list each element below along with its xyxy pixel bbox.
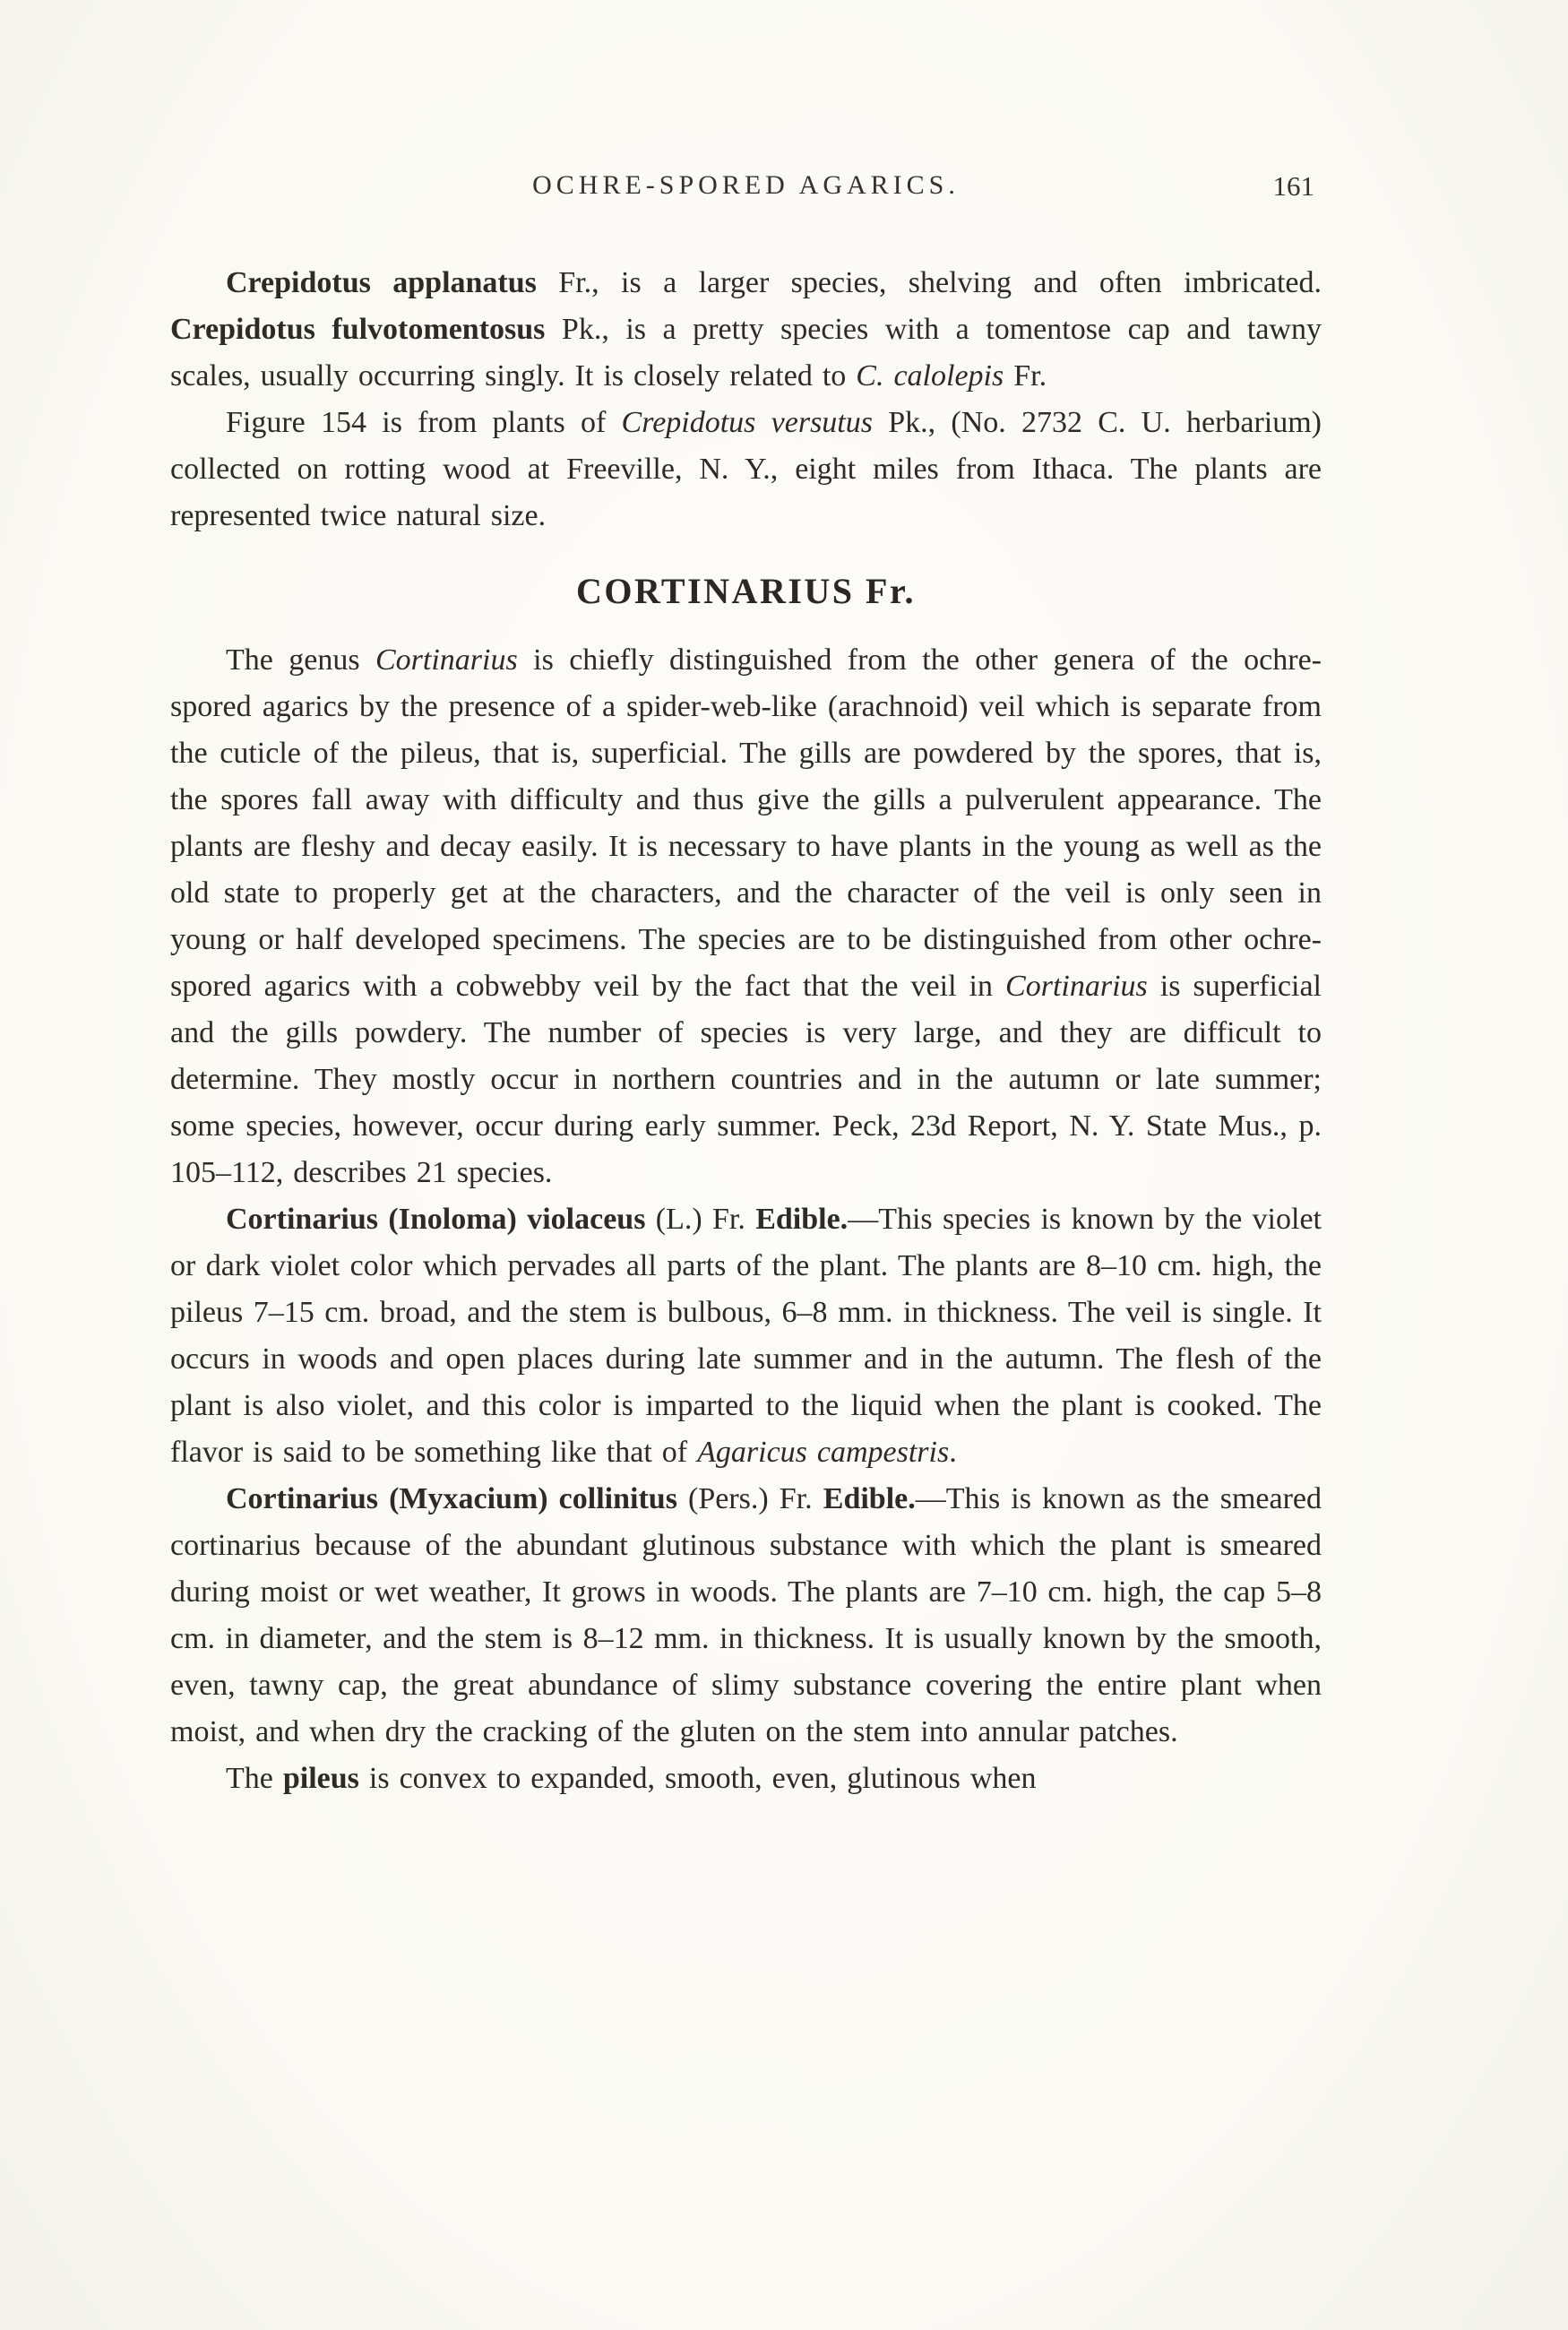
text-segment: Crepidotus versutus [621,406,873,439]
text-segment: is chiefly distinguished from the other genera of the ochre-spored agarics by the presence of a spider-web-like (arachnoid) veil which is separate from the cuticle of the pileus, that is, superficial. The gills are powdered by the spores, that is, the spores fall away with difficulty and thus give the gills a pulverulent appearance. The plants are fleshy and decay easily. It is necessary to have plants in the young as well as the old state to properly get at the characters, and the character of the veil is only seen in young or half developed specimens. The species are to be distinguished from other ochre-spored agarics with a cobwebby veil by the fact that the veil in [170,643,1322,1003]
text-segment: Cortinarius [1005,970,1148,1003]
text-segment: Crepidotus fulvotomentosus [170,313,546,346]
page-number: 161 [1272,170,1314,202]
text-segment: C. calolepis [856,359,1004,393]
page-header [170,170,1322,217]
running-head-title: OCHRE-SPORED AGARICS. [532,170,960,200]
cortinarius-violaceus-paragraph [170,1196,1322,1476]
text-segment: Pk., is a pretty species with a tomentose cap and tawny scales, usually occurring singly. It is closely related to [170,313,1322,393]
cortinarius-genus-paragraph [170,637,1322,1196]
pileus-paragraph [170,1756,1322,1802]
text-segment: Edible. [823,1482,916,1515]
text-segment: (Pers.) Fr. [676,1482,823,1515]
text-segment: Cortinarius (Inoloma) violaceus [226,1203,646,1236]
text-segment: —This species is known by the violet or dark violet color which pervades all parts of the plant. The plants are 8–10 cm. high, the pileus 7–15 cm. broad, and the stem is bulbous, 6–8 mm. in thickness. The veil is single. It occurs in woods and open places during late summer and in the autumn. The flesh of the plant is also violet, and this color is imparted to the liquid when the plant is cooked. The flavor is said to be something like that of [170,1203,1322,1469]
text-segment: Pk., (No. 2732 C. U. herbarium) collected on rotting wood at Freeville, N. Y., eight miles from Ithaca. The plants are represented twice natural size. [170,406,1322,532]
crepidotus-applanatus-paragraph [170,260,1322,400]
text-segment: (L.) Fr. [645,1203,756,1236]
text-segment: Crepidotus applanatus [226,266,537,299]
text-segment: . [949,1436,957,1469]
cortinarius-collinitus-paragraph [170,1476,1322,1756]
text-segment: The genus [226,643,375,677]
text-segment: Cortinarius [375,643,518,677]
text-segment: —This is known as the smeared cortinarius because of the abundant glutinous substance with which the plant is smeared during moist or wet weather, It grows in woods. The plants are 7–10 cm. high, the cap 5–8 cm. in diameter, and the stem is 8–12 mm. in thickness. It is usually known by the smooth, even, tawny cap, the great abundance of slimy substance covering the entire plant when moist, and when dry the cracking of the gluten on the stem into annular patches. [170,1482,1322,1748]
text-segment: Cortinarius (Myxacium) collinitus [226,1482,677,1515]
text-segment: is superficial and the gills powdery. The number of species is very large, and they are difficult to determine. They mostly occur in northern countries and in the autumn or late summer; some species, however, occur during early summer. Peck, 23d Report, N. Y. State Mus., p. 105–112, describes 21 species. [170,970,1322,1189]
text-segment: Fr. [1004,359,1047,393]
text-segment: Figure 154 is from plants of [226,406,622,439]
page-content [170,170,1322,1802]
text-segment: pileus [282,1762,359,1795]
figure-154-paragraph [170,400,1322,539]
text-segment: Agaricus campestris [697,1436,950,1469]
page-body [170,260,1322,1802]
text-segment: is convex to expanded, smooth, even, glutinous when [358,1762,1037,1795]
cortinarius-section-heading: CORTINARIUS Fr. [575,571,917,611]
text-segment: Edible. [755,1203,849,1236]
text-segment: The [226,1762,283,1795]
text-segment: Fr., is a larger species, shelving and often imbricated. [536,266,1322,299]
